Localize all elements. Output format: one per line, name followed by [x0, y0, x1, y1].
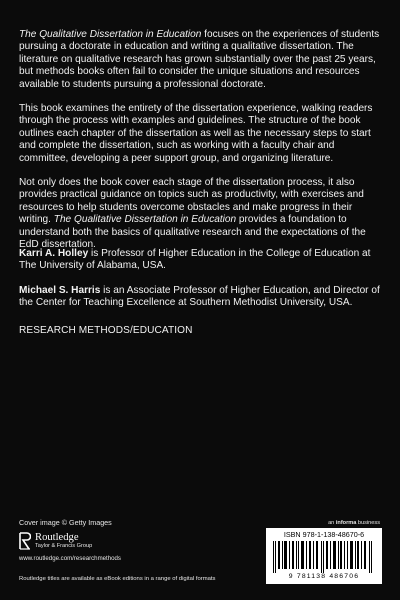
description-paragraph-3: [19, 177, 381, 251]
cover-image-credit: Cover image © Getty Images: [19, 518, 112, 527]
informa-suffix: business: [356, 520, 380, 526]
publisher-logo: [19, 532, 92, 550]
author-bio-text: is Professor of Higher Education in the College of Education at The University of Alabama, USA.: [19, 248, 371, 272]
informa-brand: informa: [335, 520, 357, 526]
barcode-icon: [271, 541, 377, 573]
publisher-name: Routledge: [35, 532, 79, 543]
author-bio-harris: [19, 285, 381, 310]
publisher-group: Taylor & Francis Group: [35, 543, 93, 549]
author-bio-holley: [19, 248, 381, 273]
author-name: Michael S. Harris: [19, 284, 101, 296]
description-text: provides a foundation to understand both the basics of qualitative research and the expectations of the EdD dissertation.: [19, 214, 366, 251]
book-title-italic: The Qualitative Dissertation in Education: [53, 214, 237, 226]
author-bios: [19, 248, 381, 322]
informa-business-label: [328, 520, 380, 526]
isbn-label: ISBN 978-1-138-48670-6: [283, 530, 365, 539]
isbn-barcode-box: [266, 528, 382, 584]
description-text: Not only does the book cover each stage of the dissertation process, it also provides practical guidance on topics such as productivity, with exercises and resources to help students overcome obstacles and make progress in their writing.: [19, 177, 364, 226]
description-paragraph-1: [19, 29, 381, 91]
routledge-logo-icon: [19, 532, 31, 550]
book-title-italic: The Qualitative Dissertation in Education: [19, 29, 202, 40]
description-text: focuses on the experiences of students pursuing a doctorate in education and writing a qualitative dissertation. The literature on qualitative research has grown substantially over the past 25 years, but methods books often fail to consider the unique situations and resources available to students pursuing a professional doctorate.: [19, 29, 380, 90]
isbn-digits: 9 781138 486706: [288, 573, 360, 580]
author-name: Karri A. Holley: [19, 248, 89, 259]
author-bio-text: is an Associate Professor of Higher Education, and Director of the Center for Teaching Excellence at Southern Methodist University, USA.: [19, 284, 380, 309]
publisher-url[interactable]: www.routledge.com/researchmethods: [19, 555, 121, 562]
informa-prefix: an: [328, 520, 336, 526]
book-description: [19, 29, 381, 264]
description-paragraph-2: This book examines the entirety of the dissertation experience, walking readers through the process with examples and guidelines. The structure of the book outlines each chapter of the dissertation as well as the necessary steps to start and complete the dissertation, such as working with a faculty chair and committee, developing a peer support group, and organizing literature.: [19, 103, 373, 164]
ebook-note: Routledge titles are available as eBook editions in a range of digital formats: [19, 576, 216, 582]
subject-category: RESEARCH METHODS/EDUCATION: [19, 325, 193, 336]
